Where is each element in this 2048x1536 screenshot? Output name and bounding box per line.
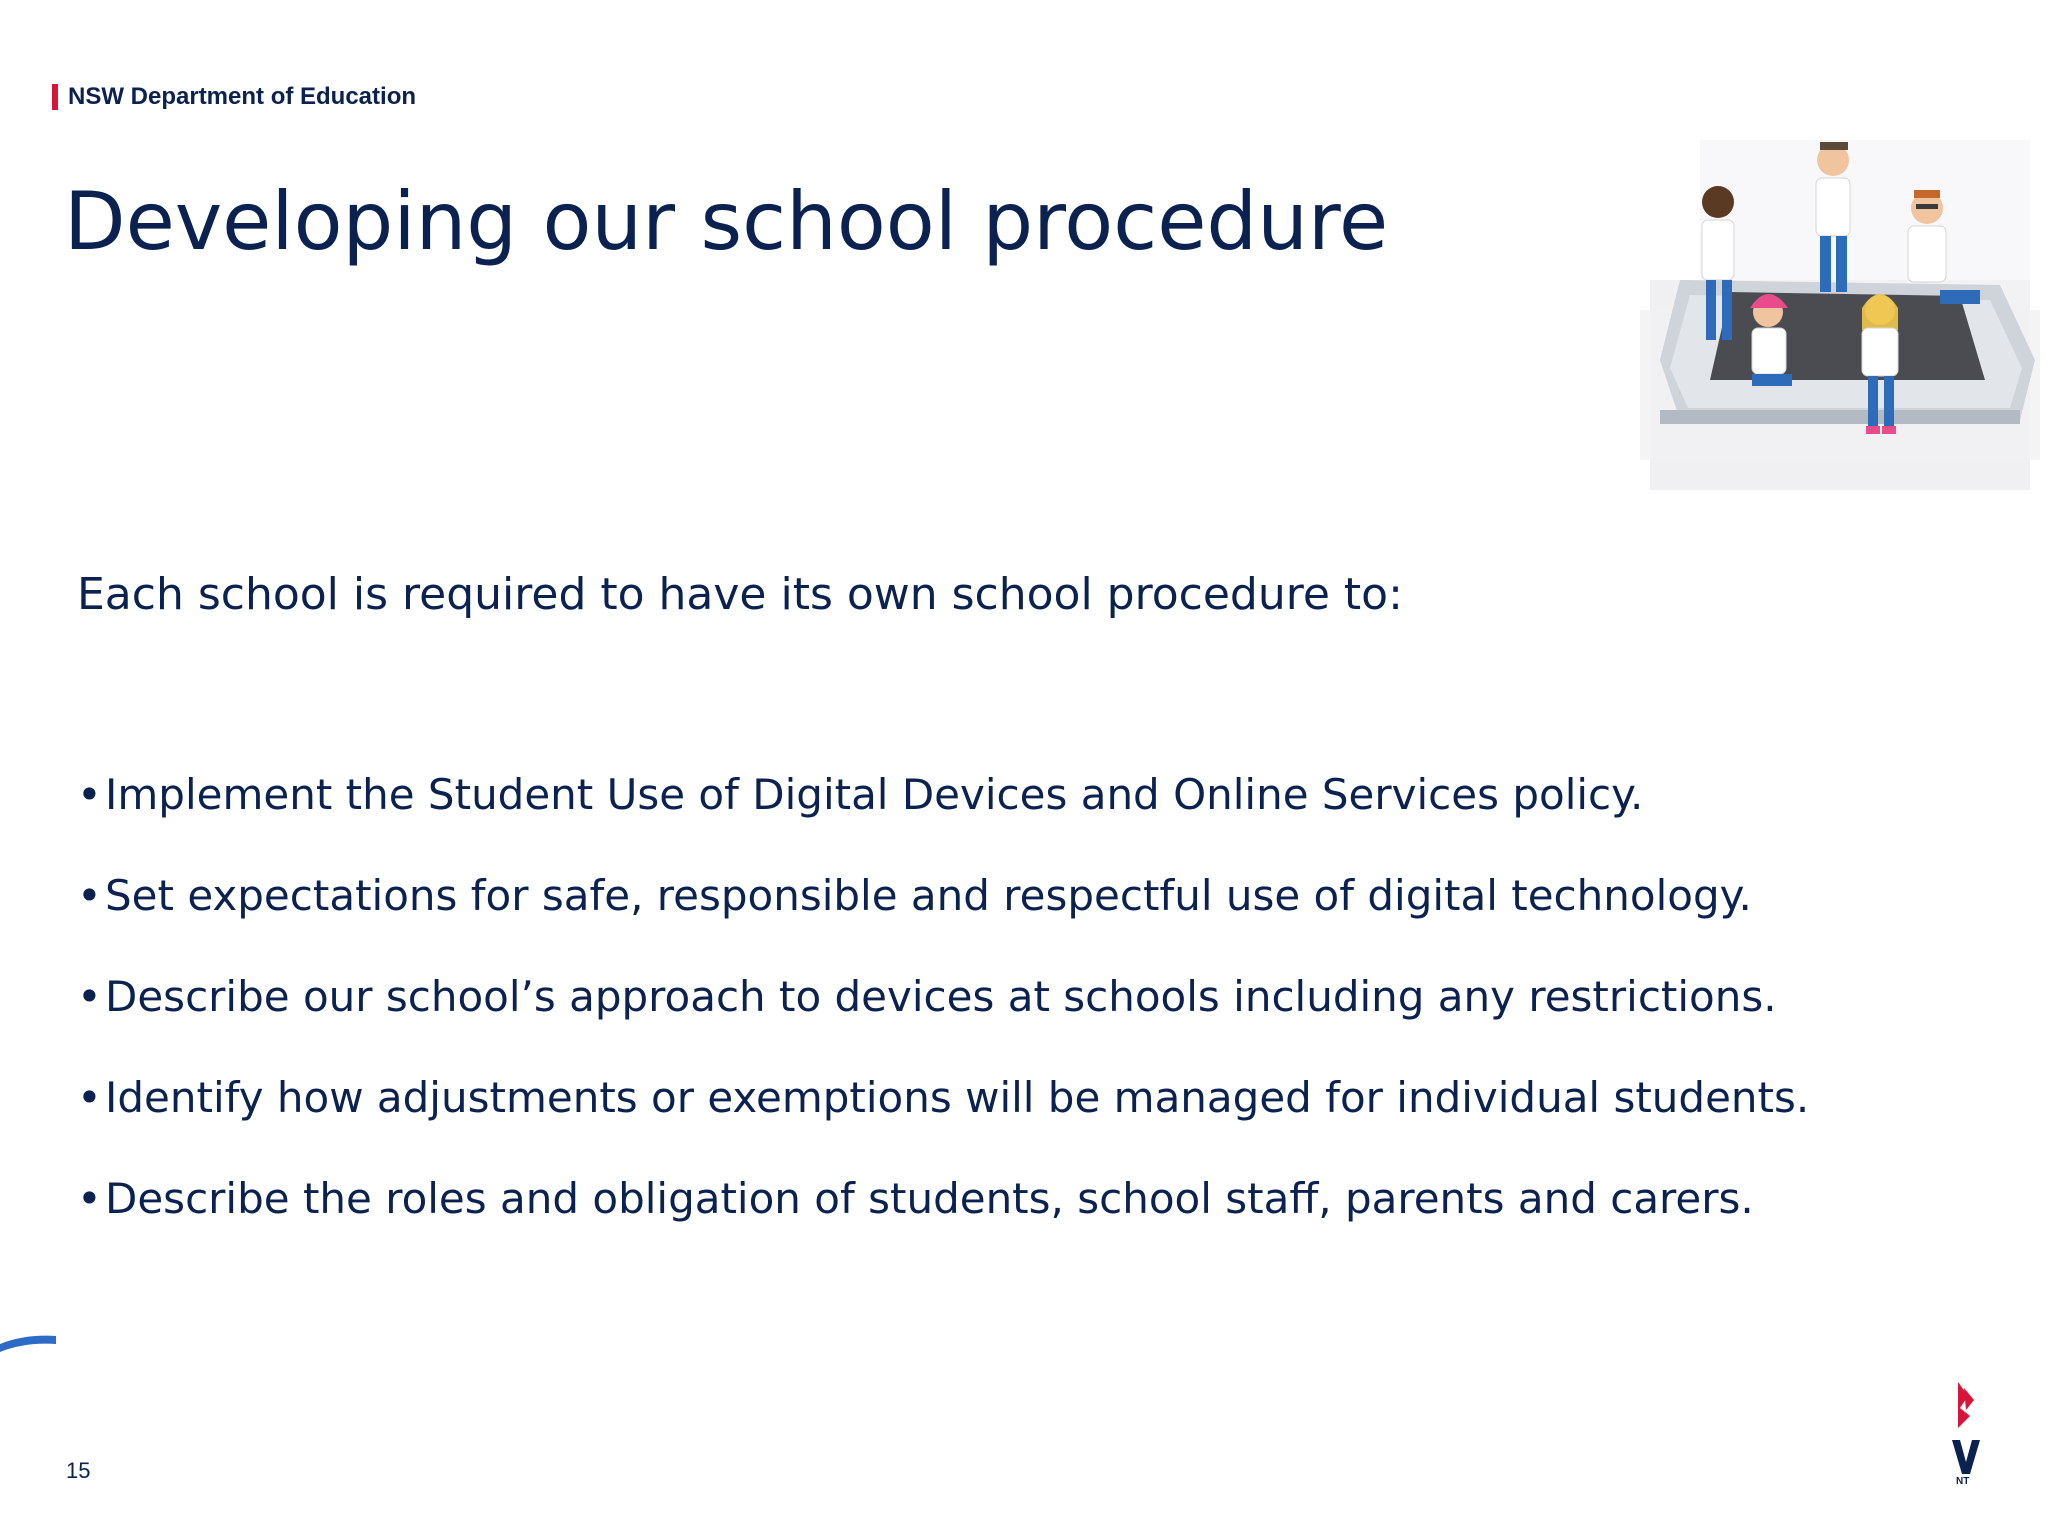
list-item-text: Implement the Student Use of Digital Devices and Online Services policy. [105, 770, 1644, 819]
intro-text: Each school is required to have its own school procedure to: [77, 569, 1403, 620]
bullet-marker: • [77, 770, 102, 819]
decorative-brush-stroke [0, 1330, 60, 1354]
bullet-marker: • [77, 1174, 102, 1223]
bullet-marker: • [77, 1073, 102, 1122]
list-item-text: Describe the roles and obligation of students, school staff, parents and carers. [105, 1174, 1754, 1223]
department-name: NSW Department of Education [68, 83, 417, 110]
list-item-text: Describe our school’s approach to devices at schools including any restrictions. [105, 972, 1777, 1021]
procedure-list [77, 765, 1809, 1270]
list-item-text: Identify how adjustments or exemptions will be managed for individual students. [105, 1073, 1810, 1122]
list-item [77, 866, 1809, 926]
list-item [77, 1068, 1809, 1128]
students-phone-illustration [1640, 130, 2048, 520]
page-number: 15 [66, 1458, 91, 1483]
list-item-text: Set expectations for safe, responsible and respectful use of digital technology. [105, 871, 1752, 920]
bullet-marker: • [77, 972, 102, 1021]
list-item [77, 1169, 1809, 1229]
brand-accent-bar [52, 84, 58, 110]
department-branding [52, 82, 416, 112]
nsw-waratah-icon [1950, 1382, 1990, 1486]
slide-title: Developing our school procedure [64, 175, 1389, 268]
logo-fragment-text: NT [1956, 1476, 1970, 1486]
list-item [77, 967, 1809, 1027]
list-item [77, 765, 1809, 825]
bullet-marker: • [77, 871, 102, 920]
